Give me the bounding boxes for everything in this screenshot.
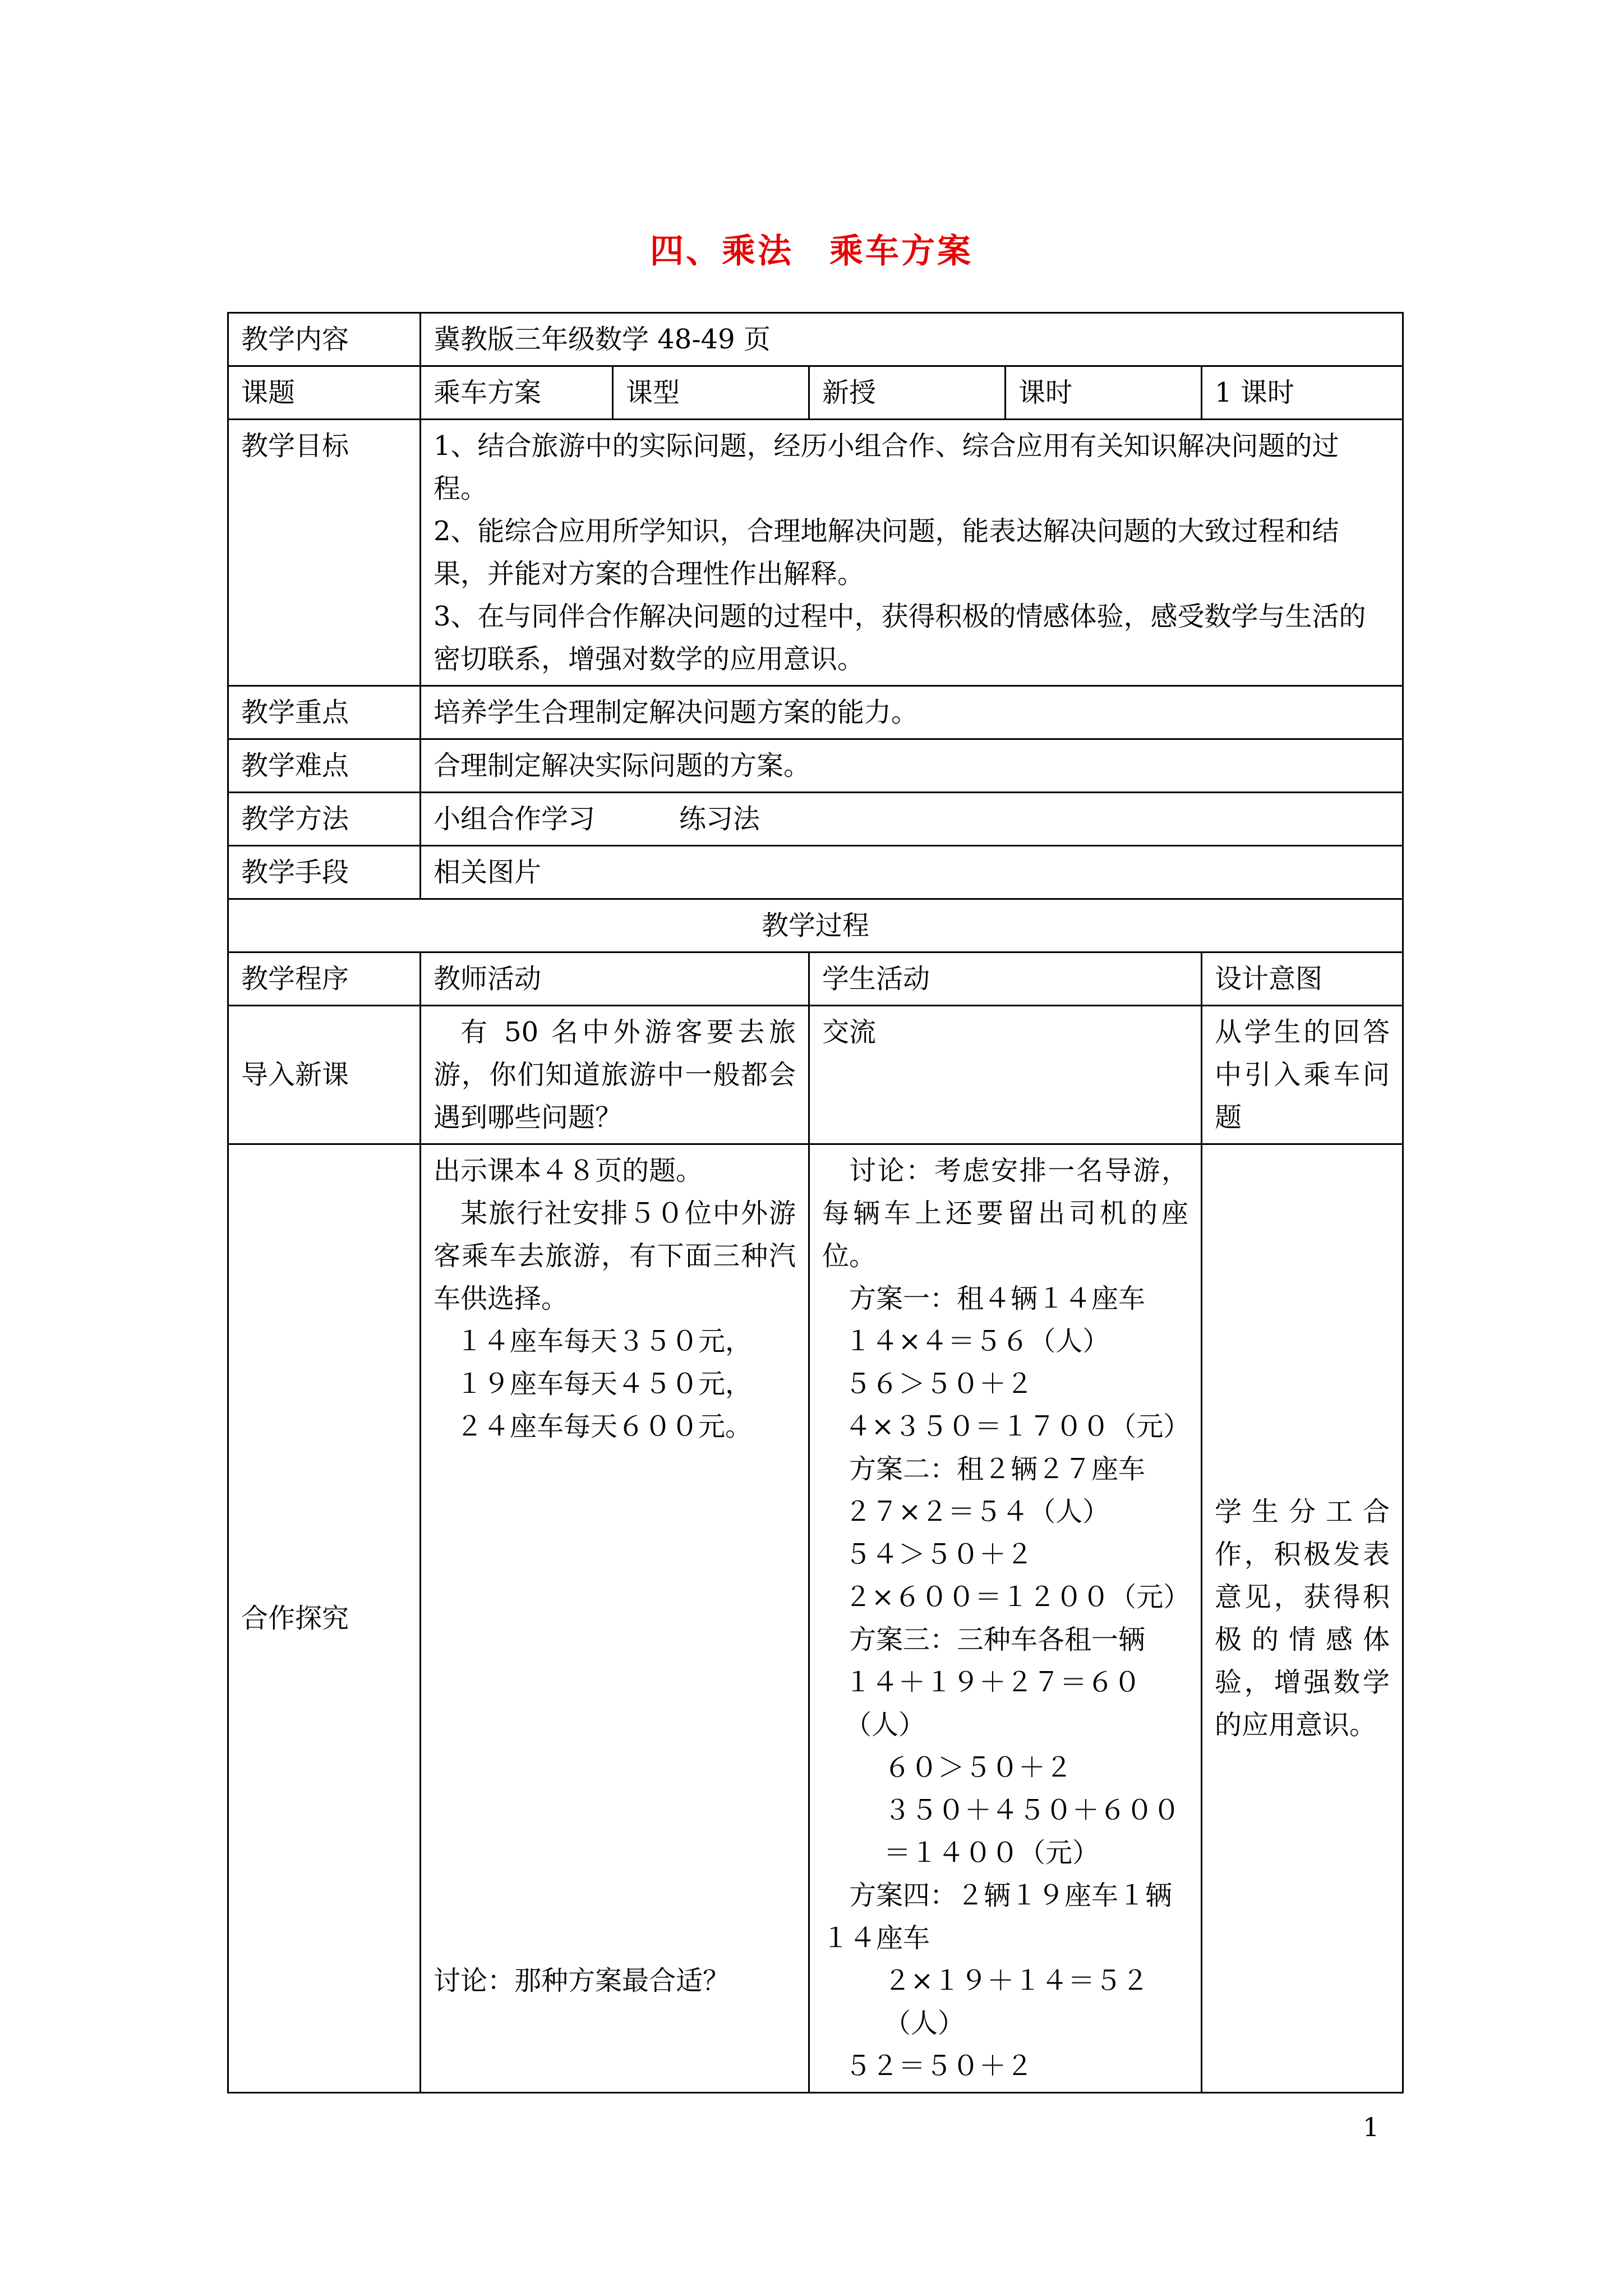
goal-item: 2、能综合应用所学知识，合理地解决问题，能表达解决问题的大致过程和结果，并能对方案的合理性作出解释。 xyxy=(434,516,1339,590)
plan3-line: １４＋１９＋２７＝６０（人） xyxy=(845,1667,1141,1741)
type-label: 课型 xyxy=(613,366,809,420)
topic-label: 课题 xyxy=(228,366,421,420)
plan1-line: ４×３５０＝１７００（元） xyxy=(845,1411,1191,1442)
explore-step: 合作探究 xyxy=(228,1144,421,2093)
goal-item: 3、在与同伴合作解决问题的过程中，获得积极的情感体验，感受数学与生活的密切联系，增强对数学的应用意识。 xyxy=(434,601,1366,675)
col-step-header: 教学程序 xyxy=(228,953,421,1006)
row-difficulty xyxy=(228,739,1403,793)
method-value-1: 小组合作学习 xyxy=(434,803,596,835)
intro-teacher-text: 有 50 名中外游客要去旅游，你们知道旅游中一般都会遇到哪些问题？ xyxy=(434,1016,796,1133)
explore-student xyxy=(809,1144,1202,2093)
plan3-title: 方案三：三种车各租一辆 xyxy=(849,1624,1146,1655)
difficulty-value: 合理制定解决实际问题的方案。 xyxy=(421,739,1403,793)
intro-step: 导入新课 xyxy=(228,1006,421,1144)
difficulty-label: 教学难点 xyxy=(228,739,421,793)
method-value-2: 练习法 xyxy=(679,803,760,835)
plan3-line: ３５０＋４５０＋６００＝１４００（元） xyxy=(884,1795,1181,1869)
plan4-line: ２×１９＋１４＝５２（人） xyxy=(884,1965,1149,2039)
content-label: 教学内容 xyxy=(228,313,421,366)
hours-value: 1 课时 xyxy=(1202,366,1403,420)
row-goals xyxy=(228,420,1403,686)
plan2-line: ２×６００＝１２００（元） xyxy=(845,1581,1191,1613)
means-value: 相关图片 xyxy=(421,846,1403,899)
plan2-line: ２７×２＝５４（人） xyxy=(845,1496,1110,1527)
plan1-line: １４×４＝５６（人） xyxy=(845,1326,1110,1357)
goals-value xyxy=(421,420,1403,686)
plan4-title: 方案四：２辆１９座车１辆１４座车 xyxy=(822,1880,1173,1954)
page-number: 1 xyxy=(1363,2112,1380,2142)
hours-label: 课时 xyxy=(1006,366,1202,420)
intro-intent: 从学生的回答中引入乘车问题 xyxy=(1202,1006,1403,1144)
teacher-line: 出示课本４８页的题。 xyxy=(434,1155,703,1186)
plan2-line: ５４＞５０＋２ xyxy=(845,1539,1034,1570)
row-method xyxy=(228,793,1403,846)
plan3-line: ６０＞５０＋２ xyxy=(884,1752,1073,1783)
plan2-title: 方案二：租２辆２７座车 xyxy=(849,1453,1146,1485)
means-label: 教学手段 xyxy=(228,846,421,899)
row-topic xyxy=(228,366,1403,420)
row-process-columns xyxy=(228,953,1403,1006)
row-content xyxy=(228,313,1403,366)
teacher-line: １４座车每天３５０元， xyxy=(456,1326,753,1357)
row-means xyxy=(228,846,1403,899)
teacher-line: １９座车每天４５０元， xyxy=(456,1368,753,1400)
plan1-line: ５６＞５０＋２ xyxy=(845,1368,1034,1400)
focus-label: 教学重点 xyxy=(228,686,421,739)
content-value: 冀教版三年级数学 48-49 页 xyxy=(421,313,1403,366)
student-intro: 讨论：考虑安排一名导游，每辆车上还要留出司机的座位。 xyxy=(822,1155,1188,1272)
method-value xyxy=(421,793,1403,846)
goal-item: 1、结合旅游中的实际问题，经历小组合作、综合应用有关知识解决问题的过程。 xyxy=(434,430,1339,504)
plan1-title: 方案一：租４辆１４座车 xyxy=(849,1283,1146,1314)
explore-intent: 学生分工合作，积极发表意见，获得积极的情感体验，增强数学的应用意识。 xyxy=(1202,1144,1403,2093)
lesson-plan-table xyxy=(227,312,1404,2093)
teacher-line: ２４座车每天６００元。 xyxy=(456,1411,753,1442)
explore-teacher xyxy=(421,1144,809,2093)
focus-value: 培养学生合理制定解决问题方案的能力。 xyxy=(421,686,1403,739)
process-header: 教学过程 xyxy=(228,899,1403,953)
intro-student: 交流 xyxy=(809,1006,1202,1144)
page-title: 四、乘法 乘车方案 xyxy=(650,232,973,271)
method-label: 教学方法 xyxy=(228,793,421,846)
row-process-header xyxy=(228,899,1403,953)
goals-label: 教学目标 xyxy=(228,420,421,686)
row-focus xyxy=(228,686,1403,739)
row-explore xyxy=(228,1144,1403,2093)
intro-teacher xyxy=(421,1006,809,1144)
col-teacher-header: 教师活动 xyxy=(421,953,809,1006)
row-intro xyxy=(228,1006,1403,1144)
plan4-line: ５２＝５０＋２ xyxy=(845,2050,1034,2082)
col-intent-header: 设计意图 xyxy=(1202,953,1403,1006)
teacher-discuss: 讨论：那种方案最合适？ xyxy=(434,1965,730,1996)
teacher-line: 某旅行社安排５０位中外游客乘车去旅游，有下面三种汽车供选择。 xyxy=(434,1198,796,1314)
topic-value: 乘车方案 xyxy=(421,366,613,420)
col-student-header: 学生活动 xyxy=(809,953,1202,1006)
type-value: 新授 xyxy=(809,366,1006,420)
